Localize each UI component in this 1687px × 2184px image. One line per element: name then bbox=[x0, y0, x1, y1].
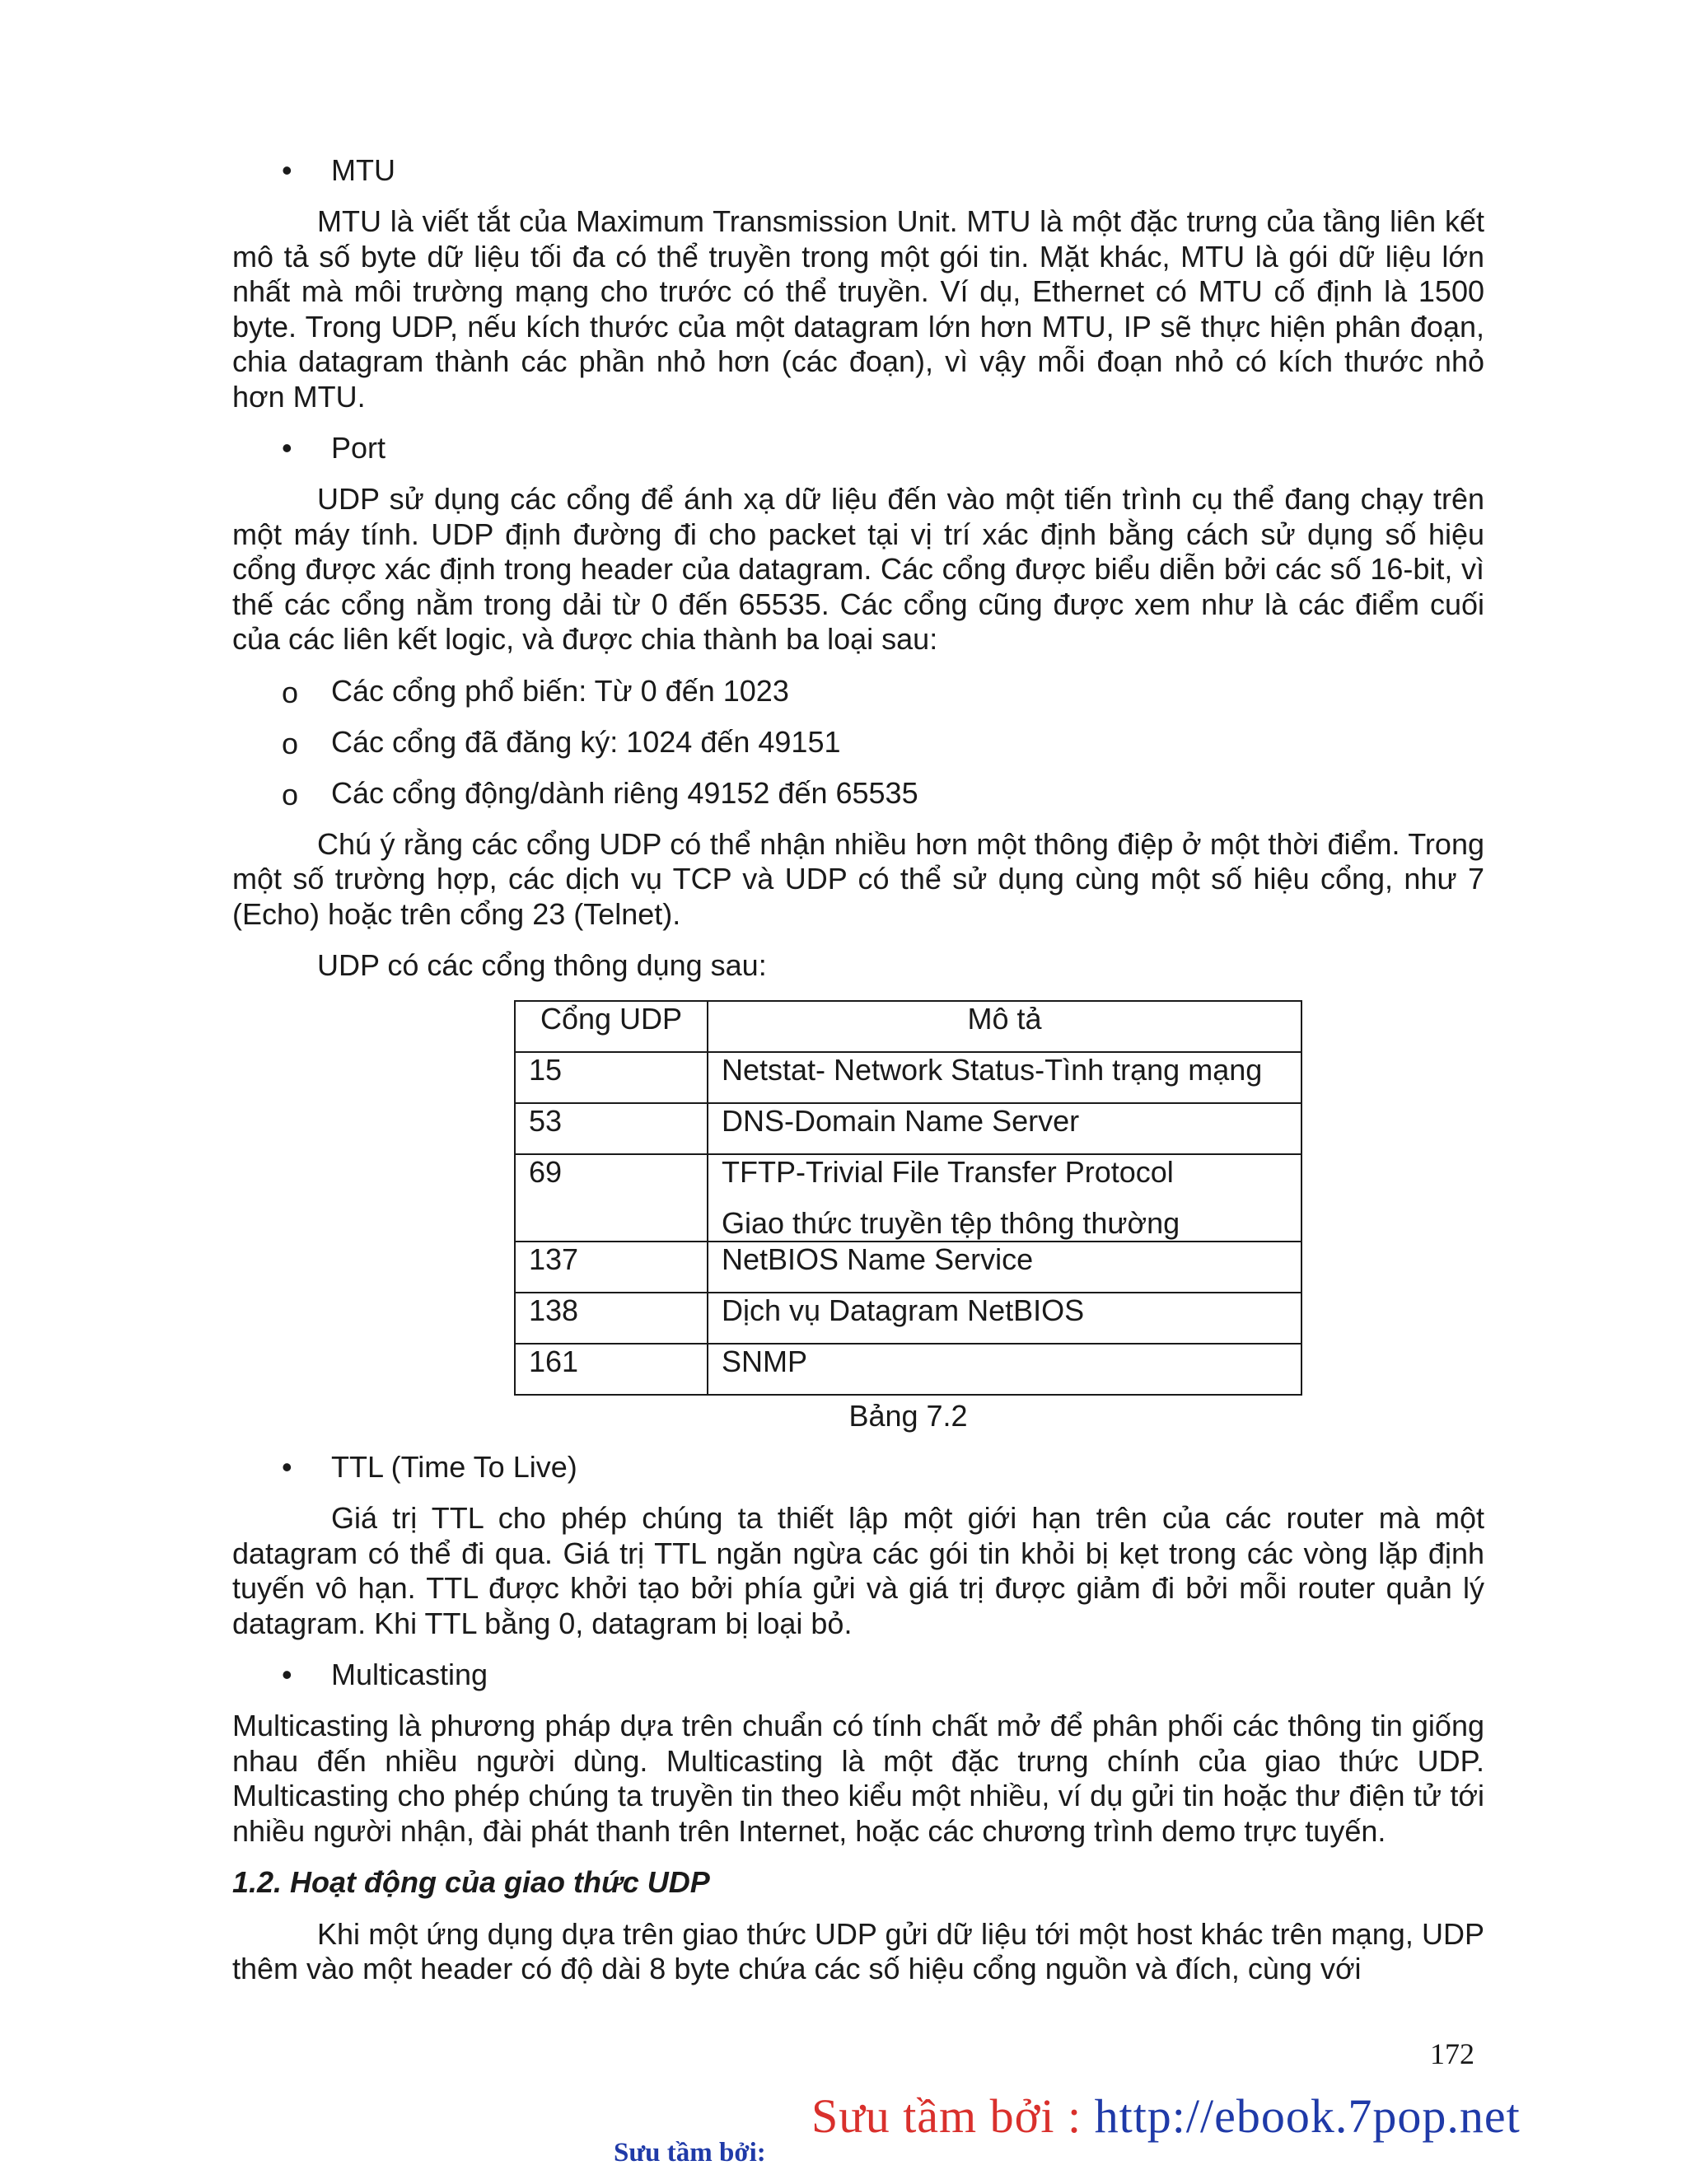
port-bullet bbox=[232, 431, 1484, 465]
ttl-paragraph: Giá trị TTL cho phép chúng ta thiết lập một giới hạn trên của các router mà một datagram có thể đi qua. Giá trị TTL ngăn ngừa các gói tin khỏi bị kẹt trong các vòng lặp định tuyến vô hạn. TTL được khởi tạo bởi phía gửi và giá trị được giảm đi bởi mỗi router quản lý datagram. Khi TTL bằng 0, datagram bị loại bỏ. bbox=[232, 1501, 1484, 1640]
sub-bullet-marker: o bbox=[282, 777, 299, 811]
table-caption: Bảng 7.2 bbox=[848, 1398, 968, 1433]
cell-port: 138 bbox=[515, 1293, 708, 1344]
port-type-item bbox=[232, 776, 1484, 811]
table-header-row bbox=[515, 1001, 1301, 1052]
cell-port: 69 bbox=[515, 1154, 708, 1242]
watermark bbox=[811, 2088, 1521, 2144]
table-row bbox=[515, 1154, 1301, 1242]
header-desc: Mô tả bbox=[708, 1001, 1301, 1052]
bullet-marker: • bbox=[282, 1450, 292, 1484]
cell-desc-line-2: Giao thức truyền tệp thông thường bbox=[722, 1205, 1180, 1240]
table-row bbox=[515, 1344, 1301, 1395]
cell-port: 15 bbox=[515, 1052, 708, 1103]
collector-label: Sưu tầm bởi: bbox=[614, 2138, 766, 2168]
sub-bullet-marker: o bbox=[282, 726, 299, 760]
header-port: Cổng UDP bbox=[515, 1001, 708, 1052]
table-row bbox=[515, 1242, 1301, 1293]
table-row bbox=[515, 1293, 1301, 1344]
watermark-url: http://ebook.7pop.net bbox=[1094, 2089, 1521, 2143]
cell-desc: Netstat- Network Status-Tình trạng mạng bbox=[708, 1052, 1301, 1103]
udp-ports-table bbox=[514, 1000, 1302, 1396]
port-note-paragraph: Chú ý rằng các cổng UDP có thể nhận nhiều hơn một thông điệp ở một thời điểm. Trong một số trường hợp, các dịch vụ TCP và UDP có thể sử dụng cùng một số hiệu cổng, như 7 (Echo) hoặc trên cổng 23 (Telnet). bbox=[232, 826, 1484, 931]
table-row bbox=[515, 1103, 1301, 1154]
sub-bullet-marker: o bbox=[282, 675, 299, 709]
bullet-marker: • bbox=[282, 153, 292, 187]
cell-desc: NetBIOS Name Service bbox=[708, 1242, 1301, 1293]
mtu-paragraph: MTU là viết tắt của Maximum Transmission Unit. MTU là một đặc trưng của tầng liên kết mô tả số byte dữ liệu tối đa có thể truyền trong một gói tin. Mặt khác, MTU là gói dữ liệu lớn nhất mà môi trường mạng cho trước có thể truyền. Ví dụ, Ethernet có MTU cố định là 1500 byte. Trong UDP, nếu kích thước của một datagram lớn hơn MTU, IP sẽ thực hiện phân đoạn, chia datagram thành các phần nhỏ hơn (các đoạn), vì vậy mỗi đoạn nhỏ có kích thước nhỏ hơn MTU. bbox=[232, 204, 1484, 414]
watermark-prefix: Sưu tầm bởi : bbox=[811, 2089, 1095, 2143]
page-content bbox=[232, 153, 1484, 2004]
mtu-heading: MTU bbox=[331, 153, 395, 187]
bullet-marker: • bbox=[282, 431, 292, 465]
section-paragraph: Khi một ứng dụng dựa trên giao thức UDP gửi dữ liệu tới một host khác trên mạng, UDP thêm vào một header có độ dài 8 byte chứa các số hiệu cổng nguồn và đích, cùng với bbox=[232, 1916, 1484, 1985]
cell-desc bbox=[708, 1154, 1301, 1242]
port-type-text: Các cổng động/dành riêng 49152 đến 65535 bbox=[331, 775, 918, 810]
multicasting-paragraph: Multicasting là phương pháp dựa trên chuẩn có tính chất mở để phân phối các thông tin giống nhau đến nhiều người dùng. Multicasting là một đặc trưng chính của giao thức UDP. Multicasting cho phép chúng ta truyền tin theo kiểu một nhiều, ví dụ gửi tin hoặc thư điện tử tới nhiều người nhận, đài phát thanh trên Internet, hoặc các chương trình demo trực tuyến. bbox=[232, 1709, 1484, 1848]
port-type-text: Các cổng đã đăng ký: 1024 đến 49151 bbox=[331, 724, 841, 759]
cell-port: 53 bbox=[515, 1103, 708, 1154]
cell-port: 161 bbox=[515, 1344, 708, 1395]
table-intro: UDP có các cổng thông dụng sau: bbox=[317, 948, 767, 982]
cell-desc-line: TFTP-Trivial File Transfer Protocol bbox=[722, 1154, 1174, 1189]
cell-desc: DNS-Domain Name Server bbox=[708, 1103, 1301, 1154]
multicasting-heading: Multicasting bbox=[331, 1658, 488, 1691]
port-heading: Port bbox=[331, 431, 386, 465]
port-type-item bbox=[232, 725, 1484, 760]
port-type-text: Các cổng phổ biến: Từ 0 đến 1023 bbox=[331, 673, 789, 708]
table-row bbox=[515, 1052, 1301, 1103]
ttl-heading: TTL (Time To Live) bbox=[331, 1450, 577, 1484]
cell-port: 137 bbox=[515, 1242, 708, 1293]
cell-desc: SNMP bbox=[708, 1344, 1301, 1395]
cell-desc: Dịch vụ Datagram NetBIOS bbox=[708, 1293, 1301, 1344]
multicasting-bullet bbox=[232, 1658, 1484, 1692]
port-paragraph: UDP sử dụng các cổng để ánh xạ dữ liệu đến vào một tiến trình cụ thể đang chạy trên một máy tính. UDP định đường đi cho packet tại vị trí xác định bằng cách sử dụng số hiệu cổng được xác định trong header của datagram. Các cổng được biểu diễn bởi các số 16-bit, vì thế các cổng nằm trong dải từ 0 đến 65535. Các cổng cũng được xem như là các điểm cuối của các liên kết logic, và được chia thành ba loại sau: bbox=[232, 482, 1484, 656]
ttl-bullet bbox=[232, 1450, 1484, 1485]
section-heading: 1.2. Hoạt động của giao thức UDP bbox=[232, 1865, 710, 1899]
page-number: 172 bbox=[1430, 2037, 1474, 2070]
bullet-marker: • bbox=[282, 1658, 292, 1691]
mtu-bullet bbox=[232, 153, 1484, 188]
port-type-item bbox=[232, 674, 1484, 709]
